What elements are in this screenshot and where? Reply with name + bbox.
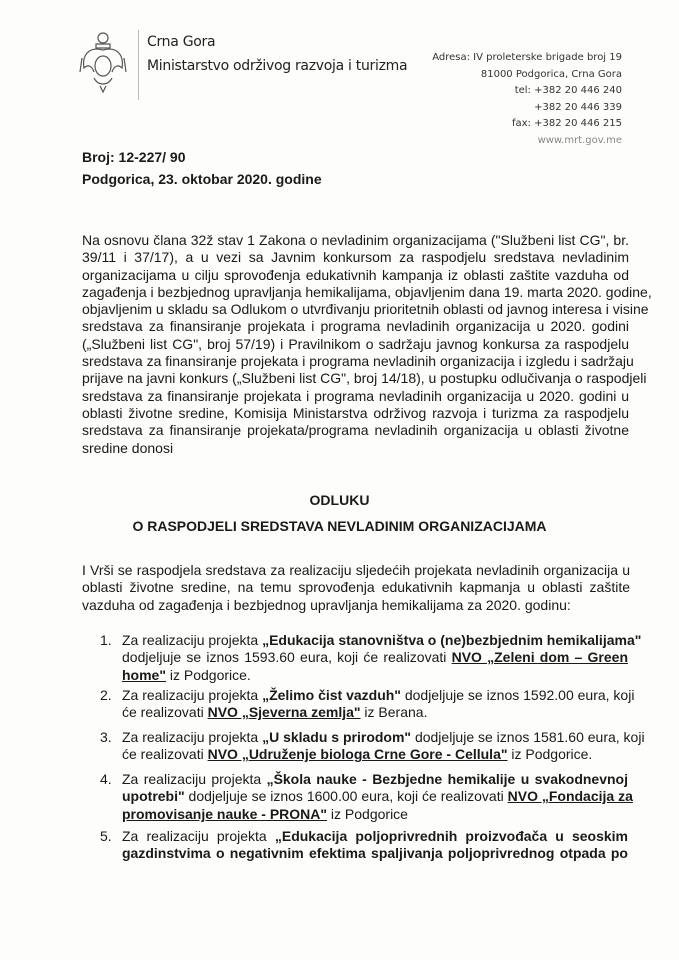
text-line: sredstava za finansiranje projekata i programa nevladinih organizacija u 2020. godini bbox=[82, 318, 629, 335]
decision-subtitle: O RASPODJELI SREDSTAVA NEVLADINIM ORGANIZACIJAMA bbox=[132, 518, 547, 534]
address-block bbox=[432, 50, 622, 149]
text-line bbox=[122, 687, 635, 704]
project-name: „Edukacija stanovništva o (ne)bezbjednim hemikalijama" bbox=[262, 632, 642, 648]
text-line bbox=[122, 649, 628, 666]
text-segment: Za realizaciju projekta bbox=[122, 632, 263, 648]
text-line: oblasti životne sredine, Komisija Ministarstva održivog razvoja i turizma za raspodjelu bbox=[82, 404, 629, 421]
text-line bbox=[122, 667, 628, 684]
item-number: 1. bbox=[100, 632, 112, 648]
text-line bbox=[122, 746, 628, 763]
intro-paragraph bbox=[82, 232, 652, 457]
project-item bbox=[100, 828, 630, 863]
text-segment: dodjeljuje se iznos 1593.60 eura, koji će realizovati bbox=[122, 649, 452, 666]
text-line bbox=[122, 845, 628, 862]
project-name: upotrebi" bbox=[122, 788, 185, 805]
address-line: 81000 Podgorica, Crna Gora bbox=[480, 68, 622, 80]
item-number: 3. bbox=[100, 729, 112, 745]
item-number: 2. bbox=[100, 687, 112, 703]
text-line bbox=[122, 771, 628, 788]
text-segment: dodjeljuje se iznos 1581.60 eura, koji bbox=[411, 729, 645, 745]
text-line bbox=[122, 729, 645, 746]
text-line: sredstava za finansiranje projekata/programa nevladinih organizacija u oblasti životne bbox=[82, 422, 629, 439]
text-line: Na osnovu člana 32ž stav 1 Zakona o nevladinim organizacijama ("Službeni list CG", br. bbox=[82, 232, 629, 248]
text-line: prijave na javni konkurs („Službeni list CG", broj 14/18), u postupku odlučivanja o raspodjeli bbox=[82, 370, 647, 387]
text-line bbox=[122, 704, 628, 721]
address-line: Adresa: IV proleterske brigade broj 19 bbox=[432, 52, 622, 63]
text-segment: će realizovati bbox=[122, 746, 208, 763]
text-segment: Za realizaciju projekta bbox=[122, 687, 263, 703]
fax-line: fax: +382 20 446 215 bbox=[511, 118, 622, 129]
project-name: „Škola nauke - Bezbjedne hemikalije u svakodnevnoj bbox=[266, 771, 628, 787]
header-divider bbox=[138, 30, 139, 100]
text-line: organizacijama u cilju sprovođenja edukativnih kampanja iz oblasti zaštite vazduha od bbox=[82, 266, 629, 283]
project-name: „Edukacija poljoprivrednih proizvođača u seoskim bbox=[274, 828, 629, 844]
organization-name: NVO „Fondacija za bbox=[507, 788, 633, 805]
text-line: 39/11 i 37/17), a u vezi sa Javnim konkursom za raspodjelu sredstava nevladinim bbox=[82, 249, 629, 266]
text-segment: dodjeljuje se iznos 1592.00 eura, koji bbox=[400, 687, 635, 703]
phone-line: tel: +382 20 446 240 bbox=[514, 85, 622, 96]
project-name: „U skladu s prirodom" bbox=[262, 729, 412, 745]
decision-title: ODLUKU bbox=[309, 492, 370, 508]
organization-name: NVO „Sjeverna zemlja" bbox=[207, 704, 361, 721]
text-line bbox=[122, 632, 642, 649]
text-line: sredstava za finansiranje projekata i programa nevladinih organizacija u 2020. godini u bbox=[82, 387, 629, 404]
country-name: Crna Gora bbox=[147, 34, 216, 50]
place-date: Podgorica, 23. oktobar 2020. godine bbox=[82, 171, 322, 187]
ministry-name: Ministarstvo održivog razvoja i turizma bbox=[147, 58, 408, 74]
project-item bbox=[100, 632, 642, 684]
organization-name: NVO „Zeleni dom – Green bbox=[451, 649, 628, 666]
text-line: vazduha od zagađenja i bezbjednog upravljanja hemikalijama za 2020. godinu: bbox=[82, 596, 571, 613]
website-link[interactable]: www.mrt.gov.me bbox=[537, 134, 622, 146]
project-item bbox=[100, 687, 635, 722]
text-line: oblasti životne sredine, na temu sprovođenja edukativnih kapmanja u oblasti zaštite bbox=[82, 579, 630, 596]
section-1-paragraph bbox=[82, 562, 630, 614]
text-line: objavljenim u skladu sa Odlukom o utvrđivanju prioritetnih oblasti od javnog interesa i visine bbox=[82, 301, 649, 318]
text-segment: iz Podgorice. bbox=[507, 746, 593, 763]
text-segment: Za realizaciju projekta bbox=[122, 729, 263, 745]
text-line: sredine donosi bbox=[82, 439, 174, 456]
organization-name: promovisanje nauke - PRONA" bbox=[122, 805, 328, 822]
text-segment: će realizovati bbox=[122, 704, 208, 721]
reference-number: Broj: 12-227/ 90 bbox=[82, 149, 186, 165]
coat-of-arms-logo bbox=[78, 28, 128, 94]
organization-name: NVO „Udruženje biologa Crne Gore - Cellula" bbox=[207, 746, 508, 763]
text-line: sredstava za finansiranje projekata i programa nevladinih organizacija i izgledu i sadržaju bbox=[82, 353, 634, 370]
text-line bbox=[122, 788, 633, 805]
project-name: gazdinstvima o negativnim efektima spaljivanja poljoprivrednog otpada po bbox=[122, 845, 628, 862]
text-line bbox=[122, 828, 628, 845]
organization-name: home" bbox=[122, 666, 166, 683]
text-line: zagađenja i bezbjednog upravljanja hemikalijama, objavljenim dana 19. marta 2020. godine, bbox=[82, 283, 652, 300]
text-segment: iz Podgorice bbox=[327, 805, 408, 822]
project-item bbox=[100, 729, 645, 764]
text-line bbox=[122, 806, 628, 823]
text-segment: dodjeljuje se iznos 1600.00 eura, koji će realizovati bbox=[184, 788, 508, 805]
item-number: 4. bbox=[100, 771, 112, 787]
item-number: 5. bbox=[100, 828, 112, 844]
project-name: „Želimo čist vazduh" bbox=[262, 687, 401, 703]
text-line: I Vrši se raspodjela sredstava za realizaciju sljedećih projekata nevladinih organizacija u bbox=[82, 562, 630, 578]
text-line: („Službeni list CG", broj 57/19) i Pravilnikom o sadržaju javnog konkursa za raspodjelu bbox=[82, 335, 629, 352]
phone-line: +382 20 446 339 bbox=[534, 101, 622, 113]
text-segment: iz Podgorice. bbox=[165, 666, 251, 683]
text-segment: Za realizaciju projekta bbox=[122, 771, 267, 787]
text-segment: Za realizaciju projekta bbox=[122, 828, 275, 844]
project-item bbox=[100, 771, 633, 823]
text-segment: iz Berana. bbox=[360, 704, 428, 721]
